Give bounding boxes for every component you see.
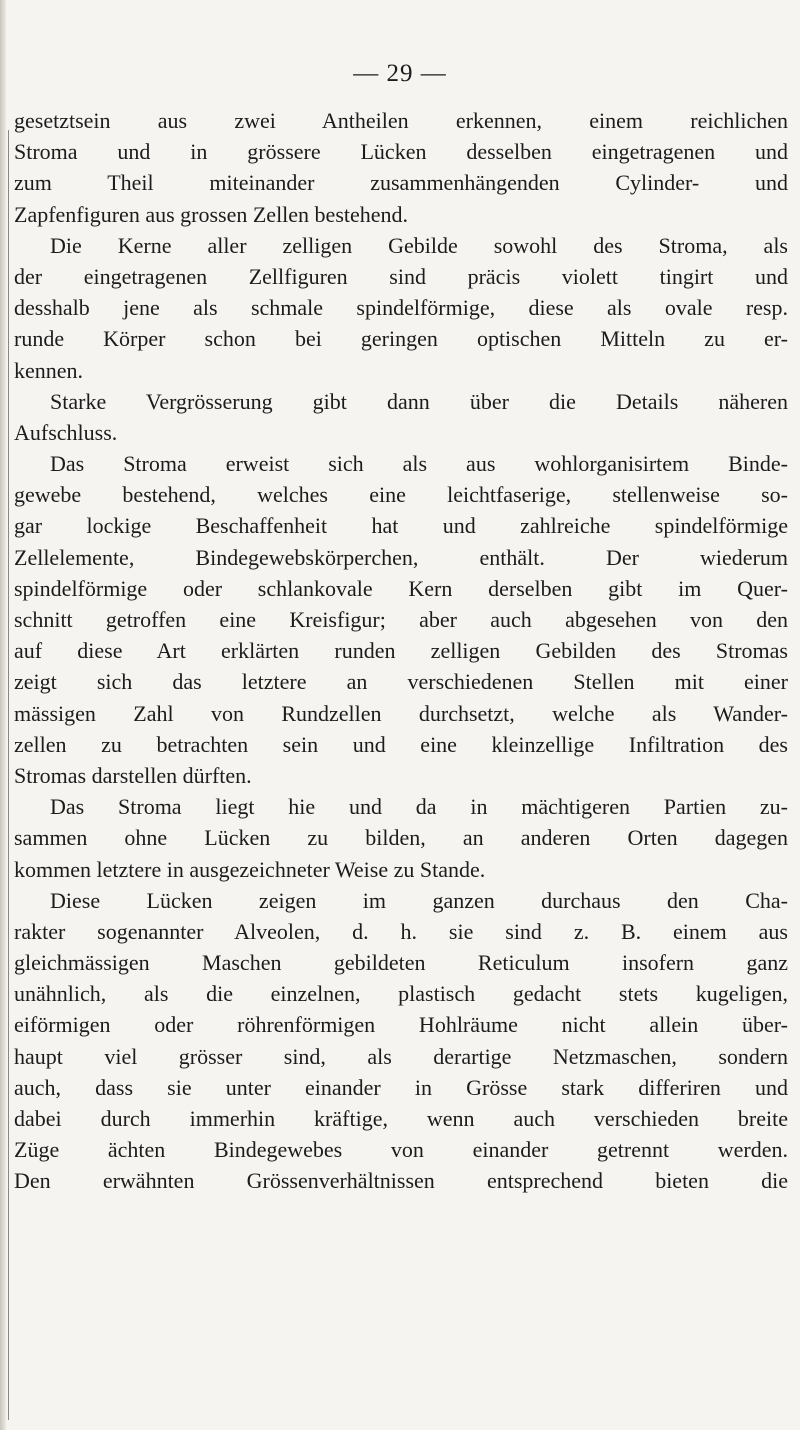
text-line: Stromas darstellen dürften. <box>14 762 252 788</box>
text-line: zeigt sich das letztere an verschiedenen Stellen mit einer <box>14 669 788 695</box>
binding-line <box>8 130 9 1420</box>
text-line: runde Körper schon bei geringen optischen Mitteln zu er- <box>14 326 788 352</box>
text-line: schnitt getroffen eine Kreisfigur; aber auch abgesehen von den <box>14 607 788 632</box>
text-line: Zapfenfiguren aus grossen Zellen bestehend. <box>14 201 409 227</box>
text-line: Stroma und in grössere Lücken desselben eingetragenen und <box>14 139 788 165</box>
body-text <box>14 105 788 1197</box>
text-line: Das Stroma liegt hie und da in mächtigeren Partien zu- <box>50 794 788 820</box>
text-line: Die Kerne aller zelligen Gebilde sowohl des Stroma, als <box>50 232 788 258</box>
text-line: rakter sogenannter Alveolen, d. h. sie sind z. B. einem aus <box>14 918 788 944</box>
text-line: desshalb jene als schmale spindelförmige, diese als ovale resp. <box>14 295 788 321</box>
text-line: Das Stroma erweist sich als aus wohlorganisirtem Binde- <box>50 451 788 477</box>
text-line: gesetztsein aus zwei Antheilen erkennen, einem reichlichen <box>14 108 788 133</box>
text-line: gleichmässigen Maschen gebildeten Reticulum insofern ganz <box>14 950 788 976</box>
text-line: Den erwähnten Grössenverhältnissen entsprechend bieten die <box>14 1168 788 1194</box>
text-line: der eingetragenen Zellfiguren sind präcis violett tingirt und <box>14 263 788 289</box>
text-line: zum Theil miteinander zusammenhängenden Cylinder- und <box>14 170 788 196</box>
page-number: — 29 — <box>353 60 447 87</box>
text-line: dabei durch immerhin kräftige, wenn auch verschieden breite <box>14 1106 788 1131</box>
text-line: Zellelemente, Bindegewebskörperchen, enthält. Der wiederum <box>14 544 788 570</box>
text-line: eiförmigen oder röhrenförmigen Hohlräume nicht allein über- <box>14 1012 788 1038</box>
text-line: auch, dass sie unter einander in Grösse stark differiren und <box>14 1074 788 1100</box>
text-line: kennen. <box>14 357 84 383</box>
text-line: Starke Vergrösserung gibt dann über die Details näheren <box>50 388 788 414</box>
text-line: unähnlich, als die einzelnen, plastisch gedacht stets kugeligen, <box>14 981 788 1007</box>
page-binding-edge <box>0 0 6 1430</box>
text-line: auf diese Art erklärten runden zelligen Gebilden des Stromas <box>14 638 788 664</box>
text-line: Aufschluss. <box>14 419 118 445</box>
text-line: gar lockige Beschaffenheit hat und zahlreiche spindelförmige <box>14 513 788 539</box>
text-line: gewebe bestehend, welches eine leichtfaserige, stellenweise so- <box>14 482 788 508</box>
text-line: mässigen Zahl von Rundzellen durchsetzt, welche als Wander- <box>14 700 788 726</box>
text-line: haupt viel grösser sind, als derartige Netzmaschen, sondern <box>14 1043 788 1069</box>
text-line: kommen letztere in ausgezeichneter Weise zu Stande. <box>14 856 486 882</box>
text-line: sammen ohne Lücken zu bilden, an anderen Orten dagegen <box>14 825 788 851</box>
text-line: Diese Lücken zeigen im ganzen durchaus den Cha- <box>50 887 788 913</box>
text-line: zellen zu betrachten sein und eine kleinzellige Infiltration des <box>14 731 788 757</box>
text-line: Züge ächten Bindegewebes von einander getrennt werden. <box>14 1137 788 1163</box>
text-line: spindelförmige oder schlankovale Kern derselben gibt im Quer- <box>14 575 788 601</box>
